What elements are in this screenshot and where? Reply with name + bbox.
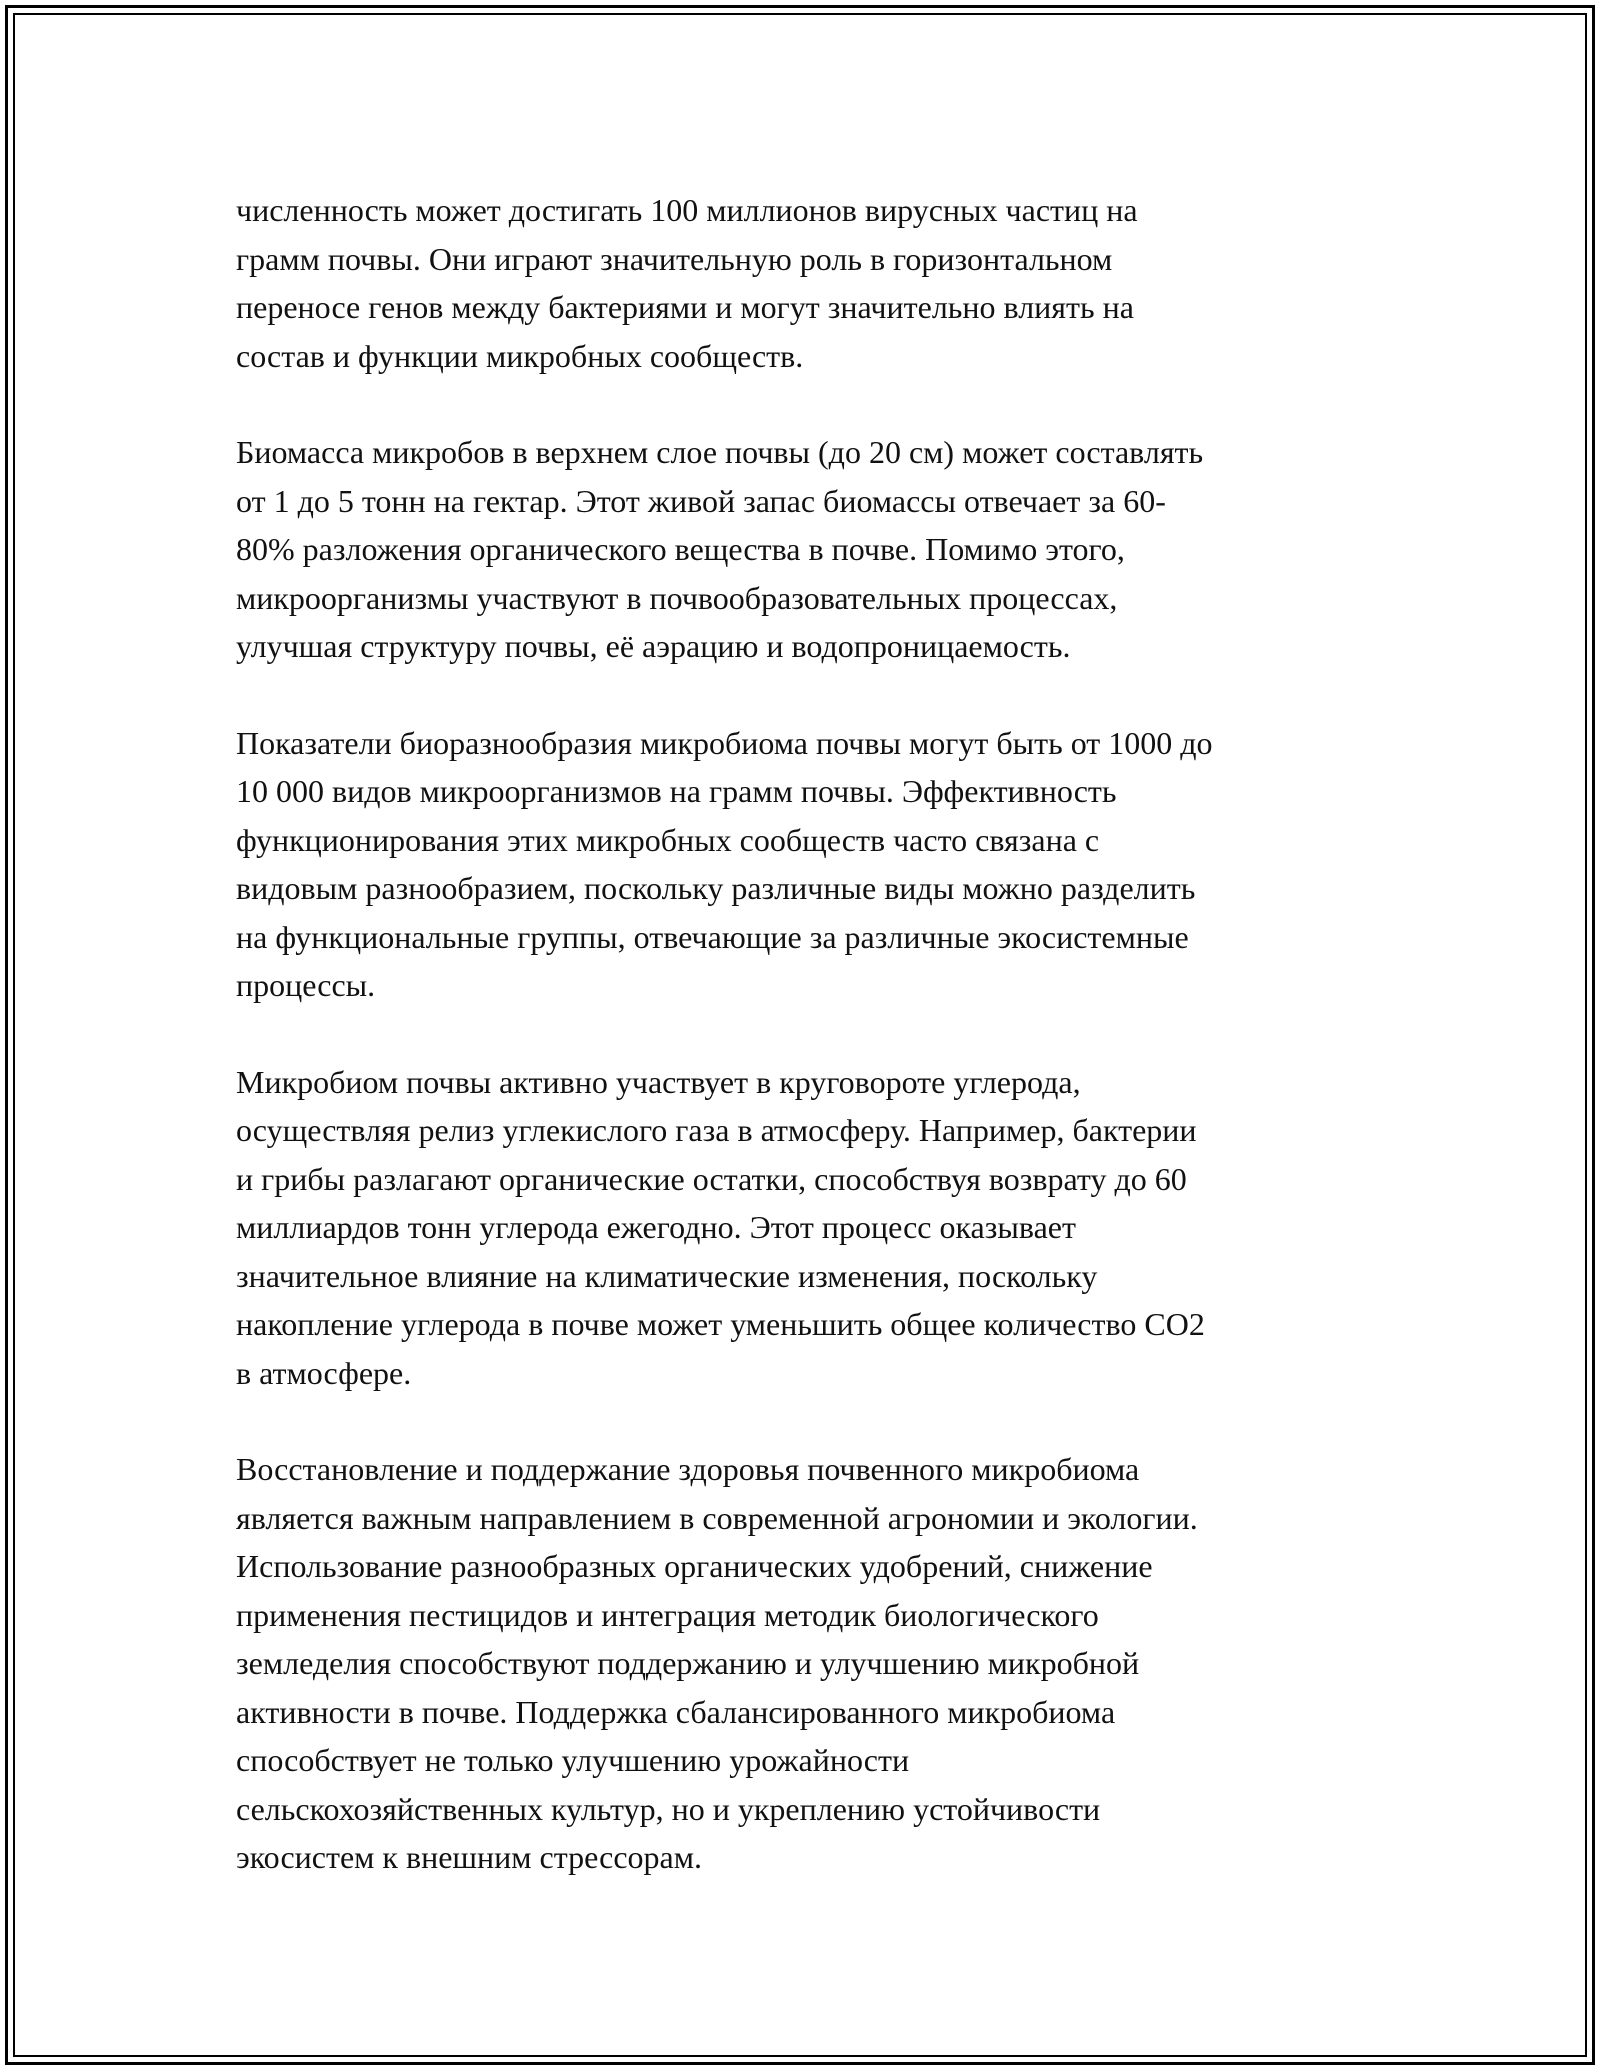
- paragraph-restoration: Восстановление и поддержание здоровья почвенного микробиома является важным направлением в современной агрономии и экологии. Использование разнообразных органических удобрений, снижение применения пестицидов и интеграция методик биологического земледелия способствуют поддержанию и улучшению микробной активности в почве. Поддержка сбалансированного микробиома способствует не только улучшению урожайности сельскохозяйственных культур, но и укреплению устойчивости экосистем к внешним стрессорам.: [236, 1451, 1198, 1875]
- paragraph-biomass: Биомасса микробов в верхнем слое почвы (до 20 см) может составлять от 1 до 5 тонн на гектар. Этот живой запас биомассы отвечает за 60- 80% разложения органического вещества в почве. Помимо этого, микроорганизмы участвуют в почвообразовательных процессах, улучшая структуру почвы, её аэрацию и водопроницаемость.: [236, 434, 1204, 664]
- paragraph-biodiversity: Показатели биоразнообразия микробиома почвы могут быть от 1000 до 10 000 видов микроорганизмов на грамм почвы. Эффективность функционирования этих микробных сообществ часто связана с видовым разнообразием, поскольку различные виды можно разделить на функциональные группы, отвечающие за различные экосистемные процессы.: [236, 724, 1213, 1003]
- document-body: [236, 186, 1386, 1930]
- paragraph-carbon-cycle: Микробиом почвы активно участвует в круговороте углерода, осуществляя релиз углекислого газа в атмосферу. Например, бактерии и грибы разлагают органические остатки, способствуя возврату до 60 миллиардов тонн углерода ежегодно. Этот процесс оказывает значительное влияние на климатические изменения, поскольку накопление углерода в почве может уменьшить общее количество CO2 в атмосфере.: [236, 1063, 1205, 1391]
- paragraph-viruses: численность может достигать 100 миллионов вирусных частиц на грамм почвы. Они играют значительную роль в горизонтальном переносе генов между бактериями и могут значительно влиять на состав и функции микробных сообществ.: [236, 192, 1138, 374]
